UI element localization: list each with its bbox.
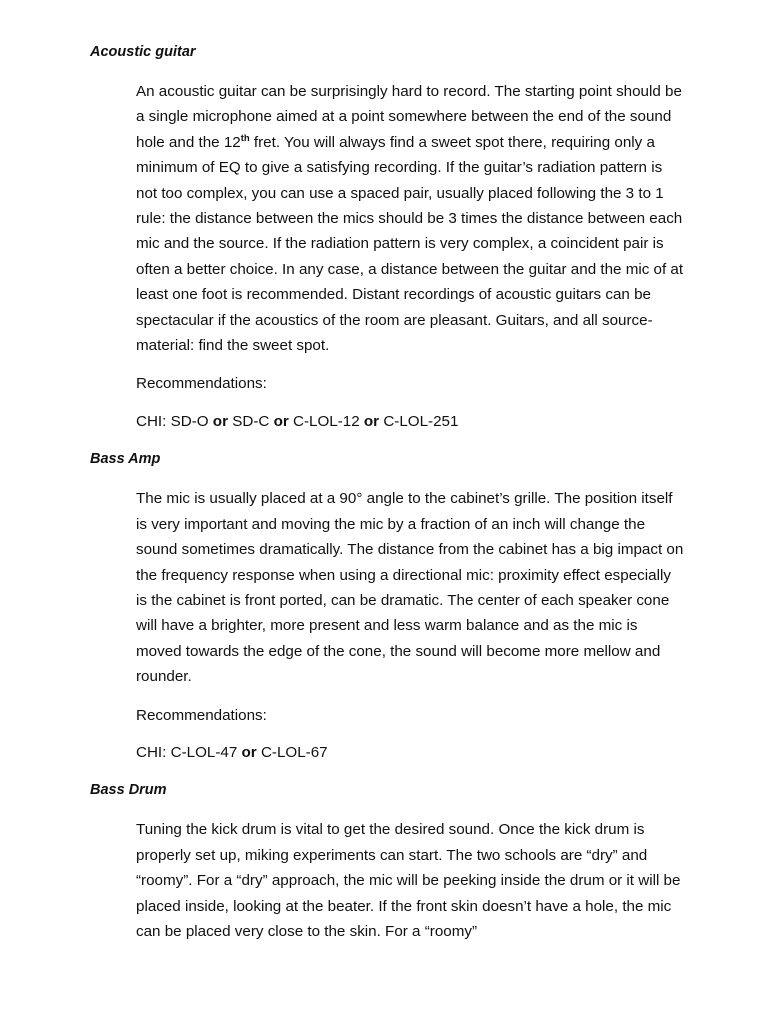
recommendations-list	[90, 740, 684, 765]
rec-item: C-LOL-67	[260, 743, 328, 761]
rec-separator: or	[208, 412, 233, 430]
rec-item: C-LOL-251	[383, 412, 459, 430]
recommendations-label: Recommendations:	[136, 706, 267, 724]
section-body-bass-amp: The mic is usually placed at a 90° angle to the cabinet’s grille. The position itself is very important and moving the mic by a fraction of an inch will change the sound sometimes dramatically. The distance from the cabinet has a big impact on the frequency response when using a directional mic: proximity effect especially is the cabinet is front ported, can be dramatic. The center of each speaker cone will have a brighter, more present and less warm balance and as the mic is moved towards the edge of the cone, the sound will become more mellow and rounder.	[136, 490, 684, 686]
rec-item: SD-C	[232, 412, 270, 430]
rec-prefix: CHI:	[136, 743, 171, 761]
rec-separator: or	[359, 412, 384, 430]
ordinal-suffix: th	[240, 132, 250, 144]
section-body-bass-drum: Tuning the kick drum is vital to get the desired sound. Once the kick drum is properly set up, miking experiments can start. The two schools are “dry” and “roomy”. For a “dry” approach, the mic will be peeking inside the drum or it will be placed inside, looking at the beater. If the front skin doesn’t have a hole, the mic can be placed very close to the skin. For a “roomy”	[136, 821, 681, 940]
section-heading-acoustic-guitar: Acoustic guitar	[90, 44, 196, 60]
section-heading-bass-drum: Bass Drum	[90, 782, 167, 799]
rec-item: SD-O	[170, 412, 209, 430]
rec-prefix: CHI:	[136, 412, 171, 430]
section-heading-bass-amp: Bass Amp	[90, 451, 161, 468]
recommendations-list	[90, 409, 684, 434]
body-text: An acoustic guitar can be surprisingly hard to record. The starting point should be a single microphone aimed at a point somewhere between the end of the sound hole and the 12	[136, 83, 682, 151]
section-body-acoustic-guitar	[90, 79, 684, 358]
rec-separator: or	[237, 743, 261, 761]
rec-item: C-LOL-47	[170, 743, 238, 761]
recommendations-label: Recommendations:	[136, 375, 267, 393]
rec-item: C-LOL-12	[292, 412, 360, 430]
body-text: fret. You will always find a sweet spot there, requiring only a minimum of EQ to give a satisfying recording. If the guitar’s radiation pattern is not too complex, you can use a spaced pair, usually placed following the 3 to 1 rule: the distance between the mics should be 3 times the distance between each mic and the source. If the radiation pattern is very complex, a coincident pair is often a better choice. In any case, a distance between the guitar and the mic of at least one foot is recommended. Distant recordings of acoustic guitars can be spectacular if the acoustics of the room are pleasant. Guitars, and all source-material: find the sweet spot.	[136, 133, 684, 355]
rec-separator: or	[269, 412, 293, 430]
